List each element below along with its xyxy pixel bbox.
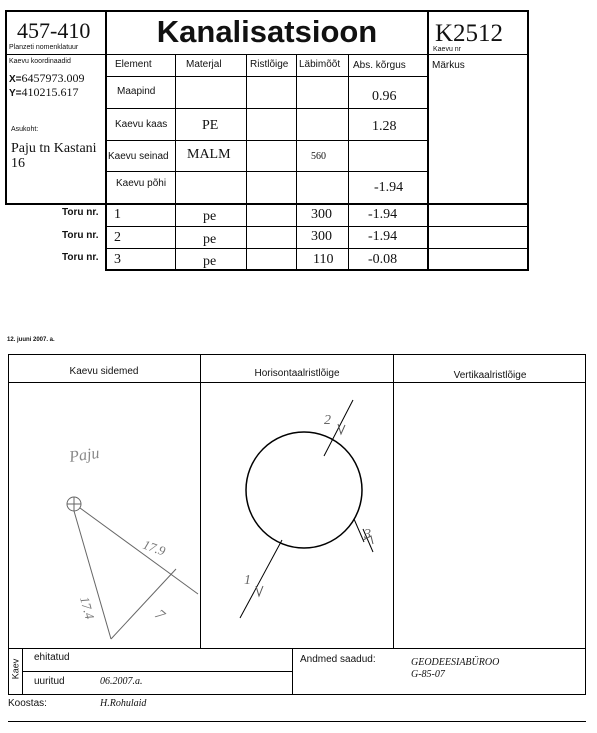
compiled-value: H.Rohulaid (100, 698, 147, 709)
section-left: Kaevu sidemed (69, 366, 139, 377)
location-line2: 16 (11, 156, 25, 171)
page-title: Kanalisatsioon (156, 14, 378, 49)
sketch-pipe-3: 3 (364, 527, 371, 542)
col-diameter: Läbimõõt (299, 59, 341, 70)
well-id: K2512 (435, 20, 504, 47)
section-middle: Horisontaalristlõige (254, 368, 340, 379)
kaev-label: Kaev (10, 658, 21, 680)
surveyed-label: uuritud (34, 676, 65, 687)
well-id-label: Kaevu nr (433, 46, 462, 53)
pipe-label: Toru nr. (62, 207, 99, 218)
sketch-sheet (8, 354, 586, 724)
row-element-label: Maapind (117, 86, 156, 97)
pipe-material: pe (203, 209, 217, 224)
top-card (5, 10, 529, 271)
row-abs-value: -1.94 (374, 180, 404, 195)
row-abs-value: 1.28 (372, 119, 397, 134)
row-material-value: MALM (187, 147, 231, 162)
sketch-dist-b: 17.4 (77, 594, 98, 621)
pipe-nr: 2 (114, 230, 121, 245)
location-label: Asukoht: (11, 126, 39, 133)
pipe-abs: -0.08 (368, 252, 398, 267)
built-label: ehitatud (34, 652, 70, 663)
sketch-dist-c: 7 (151, 606, 168, 624)
pipe-label: Toru nr. (62, 230, 99, 241)
row-abs-value: 0.96 (372, 89, 397, 104)
surveyed-value: 06.2007.a. (100, 676, 143, 687)
compiled-label: Koostas: (8, 698, 47, 709)
row-element-label: Kaevu kaas (115, 119, 168, 130)
well-circle (246, 432, 362, 548)
coord-x-label: X= (9, 74, 22, 85)
coord-y-label: Y= (9, 88, 22, 99)
row-element-label: Kaevu põhi (116, 178, 167, 189)
coord-x (9, 71, 85, 86)
sketch-drawing (8, 354, 586, 649)
sketch-pipe-2: 2 (324, 413, 331, 428)
pipe-abs: -1.94 (368, 229, 398, 244)
col-cross: Ristlõige (250, 59, 289, 70)
source-line1: GEODEESIABÜROO (411, 657, 500, 668)
source-line2: G-85-07 (411, 669, 445, 680)
col-abs: Abs. kõrgus (353, 60, 406, 71)
row-material-value: PE (202, 118, 219, 133)
pipe-abs: -1.94 (368, 207, 398, 222)
section-right: Vertikaalristlõige (453, 370, 527, 381)
coord-y-value: 410215.617 (21, 85, 79, 99)
col-material: Materjal (186, 59, 222, 70)
col-note: Märkus (432, 60, 465, 71)
sketch-street: Paju (68, 444, 101, 466)
sketch-dist-a: 17.9 (140, 536, 168, 559)
coords-label: Kaevu koordinaadid (9, 58, 71, 65)
nomenclature: 457-410 (17, 18, 91, 43)
col-element: Element (115, 59, 152, 70)
pipe-material: pe (203, 254, 217, 269)
row-diameter-value: 560 (311, 151, 326, 162)
pipe-diameter: 300 (311, 229, 332, 244)
source-label: Andmed saadud: (300, 654, 376, 665)
row-element-label: Kaevu seinad (108, 151, 169, 162)
date-note: 12. juuni 2007. a. (7, 337, 55, 343)
pipe-diameter: 300 (311, 207, 332, 222)
pipe-nr: 1 (114, 207, 121, 222)
pipe-nr: 3 (114, 252, 121, 267)
pipe-material: pe (203, 232, 217, 247)
horizontal-section (240, 400, 373, 618)
sketch-pipe-1: 1 (244, 573, 251, 588)
pipe-label: Toru nr. (62, 252, 99, 263)
coord-x-value: 6457973.009 (21, 71, 85, 85)
pipe-diameter: 110 (313, 252, 334, 267)
location-line1: Paju tn Kastani (11, 141, 97, 156)
coord-y (9, 85, 79, 100)
nomenclature-label: Planzeti nomenklatuur (9, 44, 79, 51)
flow-arrow-icon (256, 424, 373, 596)
